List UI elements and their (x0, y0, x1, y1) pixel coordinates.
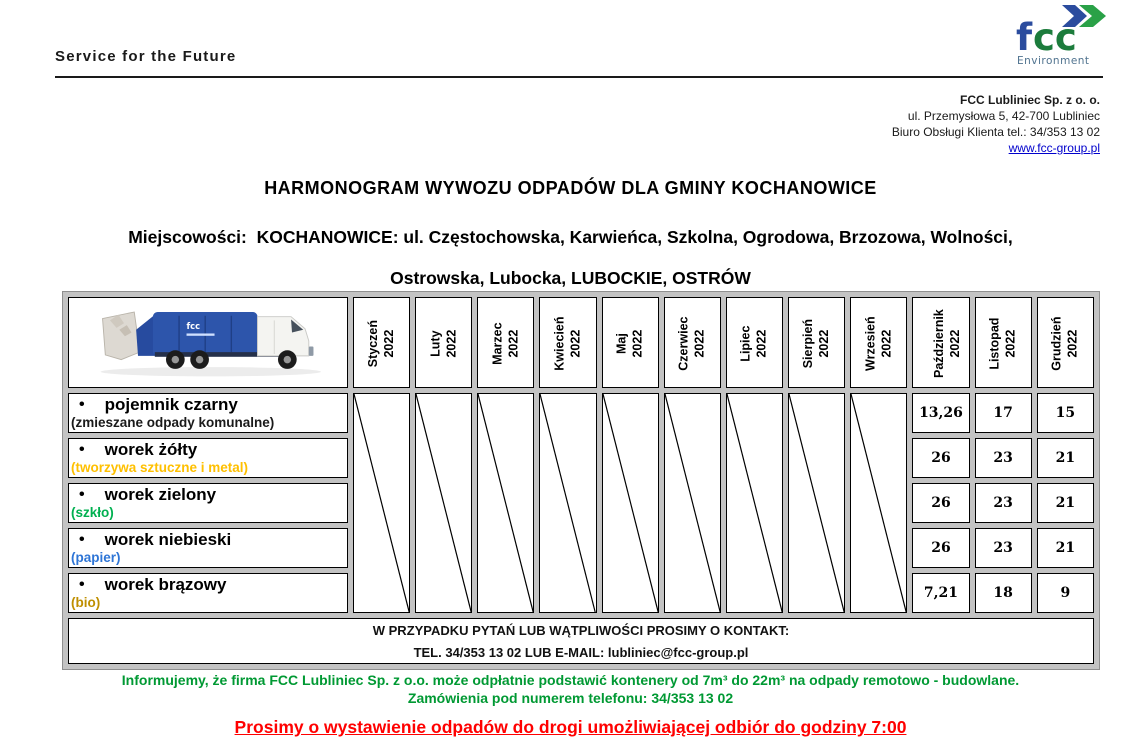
diagonal-line-icon (603, 394, 658, 612)
collection-day-cell: 21 (1037, 483, 1094, 523)
collection-day-cell: 23 (975, 528, 1032, 568)
month-header-grudzien: Grudzień 2022 (1037, 297, 1094, 388)
bullet-icon: • (79, 531, 85, 549)
company-info (892, 92, 1100, 156)
crossed-out-cell (602, 393, 659, 613)
month-header-maj: Maj 2022 (602, 297, 659, 388)
crossed-out-cell (850, 393, 907, 613)
crossed-out-cell (664, 393, 721, 613)
container-rental-info (0, 671, 1141, 707)
collection-day-cell: 26 (912, 528, 969, 568)
diagonal-line-icon (354, 394, 409, 612)
month-header-kwiecien: Kwiecień 2022 (539, 297, 596, 388)
collection-day-cell: 15 (1037, 393, 1094, 433)
waste-row-label-zielony: • worek zielony (szkło) (68, 483, 348, 523)
garbage-truck-image (80, 298, 336, 382)
contact-line-1: W PRZYPADKU PYTAŃ LUB WĄTPLIWOŚCI PROSIMY O KONTAKT: (372, 622, 790, 638)
month-header-pazdziernik: Październik 2022 (912, 297, 969, 388)
month-header-wrzesien: Wrzesień 2022 (850, 297, 907, 388)
month-header-sierpien: Sierpień 2022 (788, 297, 845, 388)
crossed-out-cell (353, 393, 410, 613)
company-website-link[interactable]: www.fcc-group.pl (1008, 141, 1100, 155)
diagonal-line-icon (478, 394, 533, 612)
diagonal-line-icon (540, 394, 595, 612)
bullet-icon: • (79, 396, 85, 414)
waste-row-label-czarny: • pojemnik czarny (zmieszane odpady komunalne) (68, 393, 348, 433)
month-header-czerwiec: Czerwiec 2022 (664, 297, 721, 388)
crossed-out-cell (788, 393, 845, 613)
schedule-table (62, 291, 1100, 670)
company-address: ul. Przemysłowa 5, 42-700 Lubliniec (907, 109, 1100, 123)
waste-row-label-brazowy: • worek brązowy (bio) (68, 573, 348, 613)
month-header-listopad: Listopad 2022 (975, 297, 1032, 388)
collection-day-cell: 21 (1037, 528, 1094, 568)
page-title: HARMONOGRAM WYWOZU ODPADÓW DLA GMINY KOCHANOWICE (264, 178, 877, 198)
bullet-icon: • (79, 576, 85, 594)
crossed-out-cell (477, 393, 534, 613)
bullet-icon: • (79, 441, 85, 459)
diagonal-line-icon (665, 394, 720, 612)
container-info-line-1: Informujemy, że firma FCC Lubliniec Sp. z o.o. może odpłatnie podstawić kontenery od 7m³ do 22m³ na odpady remotowo - budowlane. (121, 672, 1020, 688)
month-header-lipiec: Lipiec 2022 (726, 297, 783, 388)
svg-text:Environment: Environment (1017, 55, 1090, 67)
month-header-marzec: Marzec 2022 (477, 297, 534, 388)
month-header-styczen: Styczeń 2022 (353, 297, 410, 388)
collection-day-cell: 23 (975, 483, 1032, 523)
bullet-icon: • (79, 486, 85, 504)
truck-image-cell (68, 297, 348, 388)
crossed-out-cell (539, 393, 596, 613)
company-name: FCC Lubliniec Sp. z o. o. (960, 93, 1100, 107)
company-tagline: Service for the Future (55, 48, 237, 65)
collection-day-cell: 23 (975, 438, 1032, 478)
waste-row-label-zolty: • worek żółty (tworzywa sztuczne i metal) (68, 438, 348, 478)
collection-day-cell: 17 (975, 393, 1032, 433)
early-morning-notice: Prosimy o wystawienie odpadów do drogi umożliwiającej odbiór do godziny 7:00 (234, 717, 907, 737)
crossed-out-cell (726, 393, 783, 613)
diagonal-line-icon (416, 394, 471, 612)
container-info-line-2: Zamówienia pod numerem telefonu: 34/353 13 02 (407, 690, 734, 706)
company-phone: Biuro Obsługi Klienta tel.: 34/353 13 02 (891, 125, 1100, 139)
diagonal-line-icon (789, 394, 844, 612)
collection-day-cell: 13,26 (912, 393, 969, 433)
svg-text:cc: cc (1033, 16, 1077, 59)
collection-day-cell: 18 (975, 573, 1032, 613)
collection-day-cell: 9 (1037, 573, 1094, 613)
contact-info-cell (68, 618, 1094, 664)
diagonal-line-icon (727, 394, 782, 612)
month-header-luty: Luty 2022 (415, 297, 472, 388)
locations-line-2: Ostrowska, Lubocka, LUBOCKIE, OSTRÓW (390, 268, 751, 288)
locations-line-1: Miejscowości: KOCHANOWICE: ul. Częstochowska, Karwieńca, Szkolna, Ogrodowa, Brzozowa, Wolności, (128, 227, 1013, 247)
collection-day-cell: 21 (1037, 438, 1094, 478)
crossed-out-cell (415, 393, 472, 613)
svg-text:fcc: fcc (186, 320, 201, 331)
diagonal-line-icon (851, 394, 906, 612)
svg-text:f: f (1016, 16, 1033, 59)
contact-line-2: TEL. 34/353 13 02 LUB E-MAIL: lubliniec@fcc-group.pl (413, 644, 749, 660)
header-divider (55, 76, 1103, 78)
collection-day-cell: 26 (912, 483, 969, 523)
waste-row-label-niebieski: • worek niebieski (papier) (68, 528, 348, 568)
fcc-logo (1014, 3, 1108, 67)
fcc-logo-icon (1014, 3, 1108, 67)
collection-day-cell: 7,21 (912, 573, 969, 613)
collection-day-cell: 26 (912, 438, 969, 478)
